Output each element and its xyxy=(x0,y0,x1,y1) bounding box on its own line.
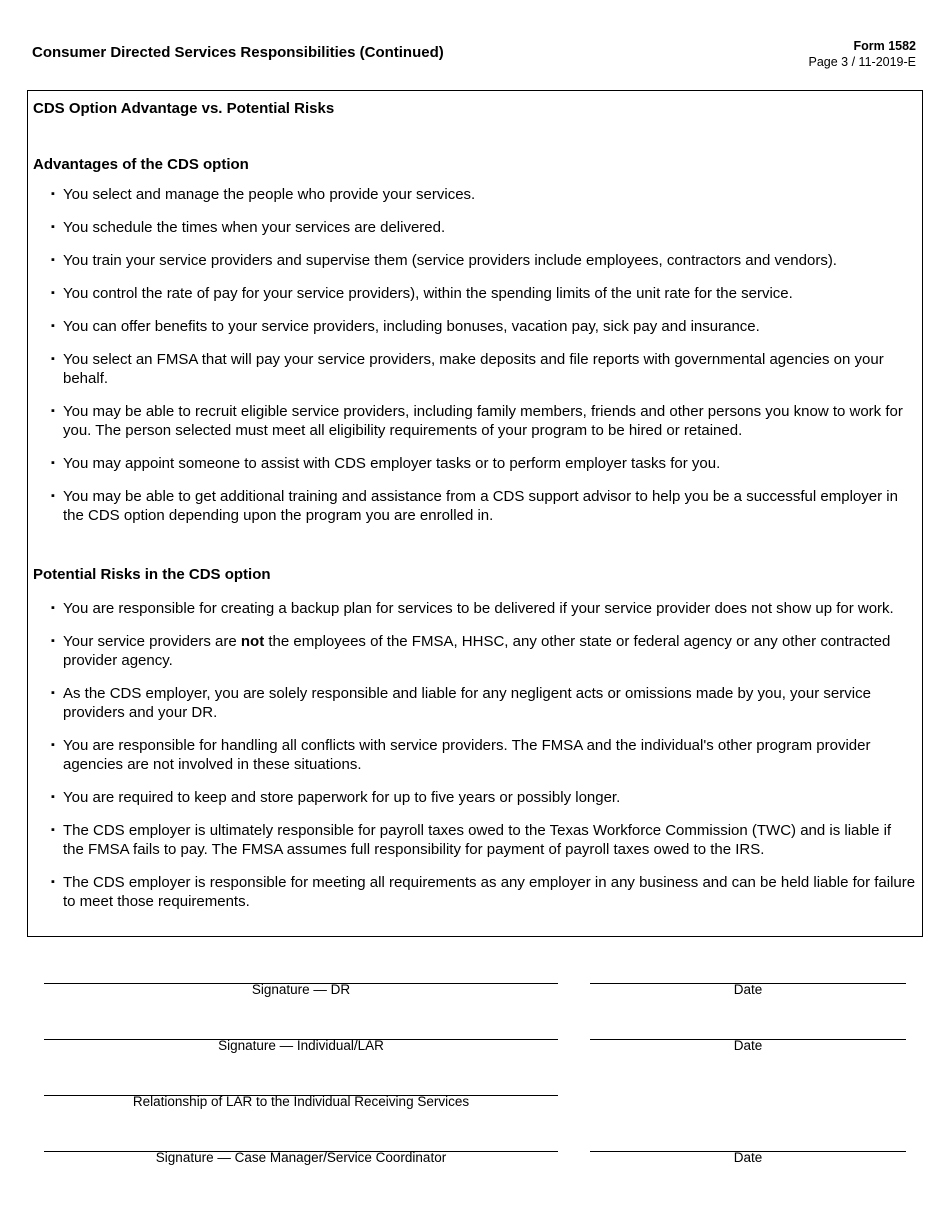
form-meta xyxy=(809,38,916,70)
bullet-icon: ▪ xyxy=(51,254,55,266)
list-item xyxy=(51,736,916,774)
signature-individual-label: Signature — Individual/LAR xyxy=(218,1038,384,1053)
bullet-icon: ▪ xyxy=(51,876,55,888)
item-text: The CDS employer is responsible for meeting all requirements as any employer in any business and can be held liable for failure to meet those requirements. xyxy=(63,874,916,910)
bullet-icon: ▪ xyxy=(51,635,55,647)
list-item xyxy=(51,251,916,270)
list-item xyxy=(51,454,916,473)
item-text: You may appoint someone to assist with CDS employer tasks or to perform employer tasks for you. xyxy=(63,455,721,472)
list-item xyxy=(51,317,916,336)
list-item xyxy=(51,402,916,440)
item-text: You can offer benefits to your service providers, including bonuses, vacation pay, sick pay and insurance. xyxy=(63,318,760,335)
page-title: Consumer Directed Services Responsibilities (Continued) xyxy=(32,44,444,61)
list-item xyxy=(51,599,916,618)
form-number: Form 1582 xyxy=(853,39,916,53)
list-item xyxy=(51,788,916,807)
item-text: You schedule the times when your services are delivered. xyxy=(63,219,446,236)
bullet-icon: ▪ xyxy=(51,353,55,365)
list-item xyxy=(51,218,916,237)
risks-list xyxy=(51,599,916,925)
risks-heading: Potential Risks in the CDS option xyxy=(33,566,271,583)
bullet-icon: ▪ xyxy=(51,687,55,699)
emphasis-not: not xyxy=(240,633,265,650)
signature-case-manager-label: Signature — Case Manager/Service Coordinator xyxy=(155,1150,447,1165)
item-text: You control the rate of pay for your service providers), within the spending limits of the unit rate for the service. xyxy=(63,285,793,302)
bullet-icon: ▪ xyxy=(51,188,55,200)
item-text: You may be able to get additional training and assistance from a CDS support advisor to help you be a successful employer in the CDS option depending upon the program you are enrolled in. xyxy=(63,488,898,524)
item-text: You are responsible for creating a backup plan for services to be delivered if your service provider does not show up for work. xyxy=(63,600,894,617)
cds-comparison-box xyxy=(27,90,923,937)
date-individual-label: Date xyxy=(733,1038,763,1053)
item-text: The CDS employer is ultimately responsible for payroll taxes owed to the Texas Workforce Commission (TWC) and is liable if the FMSA fails to pay. The FMSA assumes full responsibility for payment of payroll taxes owed to the IRS. xyxy=(63,822,892,858)
bullet-icon: ▪ xyxy=(51,287,55,299)
list-item xyxy=(51,487,916,525)
bullet-icon: ▪ xyxy=(51,824,55,836)
signature-dr-label: Signature — DR xyxy=(251,982,351,997)
bullet-icon: ▪ xyxy=(51,320,55,332)
bullet-icon: ▪ xyxy=(51,791,55,803)
relationship-label: Relationship of LAR to the Individual Receiving Services xyxy=(132,1094,470,1109)
advantages-heading: Advantages of the CDS option xyxy=(33,156,249,173)
item-text: As the CDS employer, you are solely responsible and liable for any negligent acts or omissions made by you, your service providers and your DR. xyxy=(63,685,871,721)
bullet-icon: ▪ xyxy=(51,405,55,417)
bullet-icon: ▪ xyxy=(51,602,55,614)
item-text: You select and manage the people who provide your services. xyxy=(63,186,476,203)
page-info: Page 3 / 11-2019-E xyxy=(808,55,916,69)
list-item xyxy=(51,632,916,670)
date-dr-label: Date xyxy=(733,982,763,997)
list-item xyxy=(51,821,916,859)
item-text: You train your service providers and supervise them (service providers include employees, contractors and vendors). xyxy=(63,252,837,269)
list-item xyxy=(51,284,916,303)
bullet-icon: ▪ xyxy=(51,490,55,502)
bullet-icon: ▪ xyxy=(51,221,55,233)
advantages-list xyxy=(51,185,916,539)
item-text: You are required to keep and store paperwork for up to five years or possibly longer. xyxy=(63,789,621,806)
item-text-after: the employees of the FMSA, HHSC, any other state or federal agency or any other contracted provider agency. xyxy=(63,633,891,669)
item-text: You may be able to recruit eligible service providers, including family members, friends and other persons you know to work for you. The person selected must meet all eligibility requirements of your program to be hired or retained. xyxy=(63,403,903,439)
list-item xyxy=(51,350,916,388)
bullet-icon: ▪ xyxy=(51,739,55,751)
item-text-before: Your service providers are xyxy=(63,633,241,650)
bullet-icon: ▪ xyxy=(51,457,55,469)
date-case-manager-label: Date xyxy=(733,1150,763,1165)
list-item xyxy=(51,873,916,911)
item-text: You are responsible for handling all conflicts with service providers. The FMSA and the individual's other program provider agencies are not involved in these situations. xyxy=(63,737,871,773)
box-title: CDS Option Advantage vs. Potential Risks xyxy=(33,100,335,117)
item-text: You select an FMSA that will pay your service providers, make deposits and file reports with governmental agencies on your behalf. xyxy=(63,351,884,387)
list-item xyxy=(51,185,916,204)
list-item xyxy=(51,684,916,722)
